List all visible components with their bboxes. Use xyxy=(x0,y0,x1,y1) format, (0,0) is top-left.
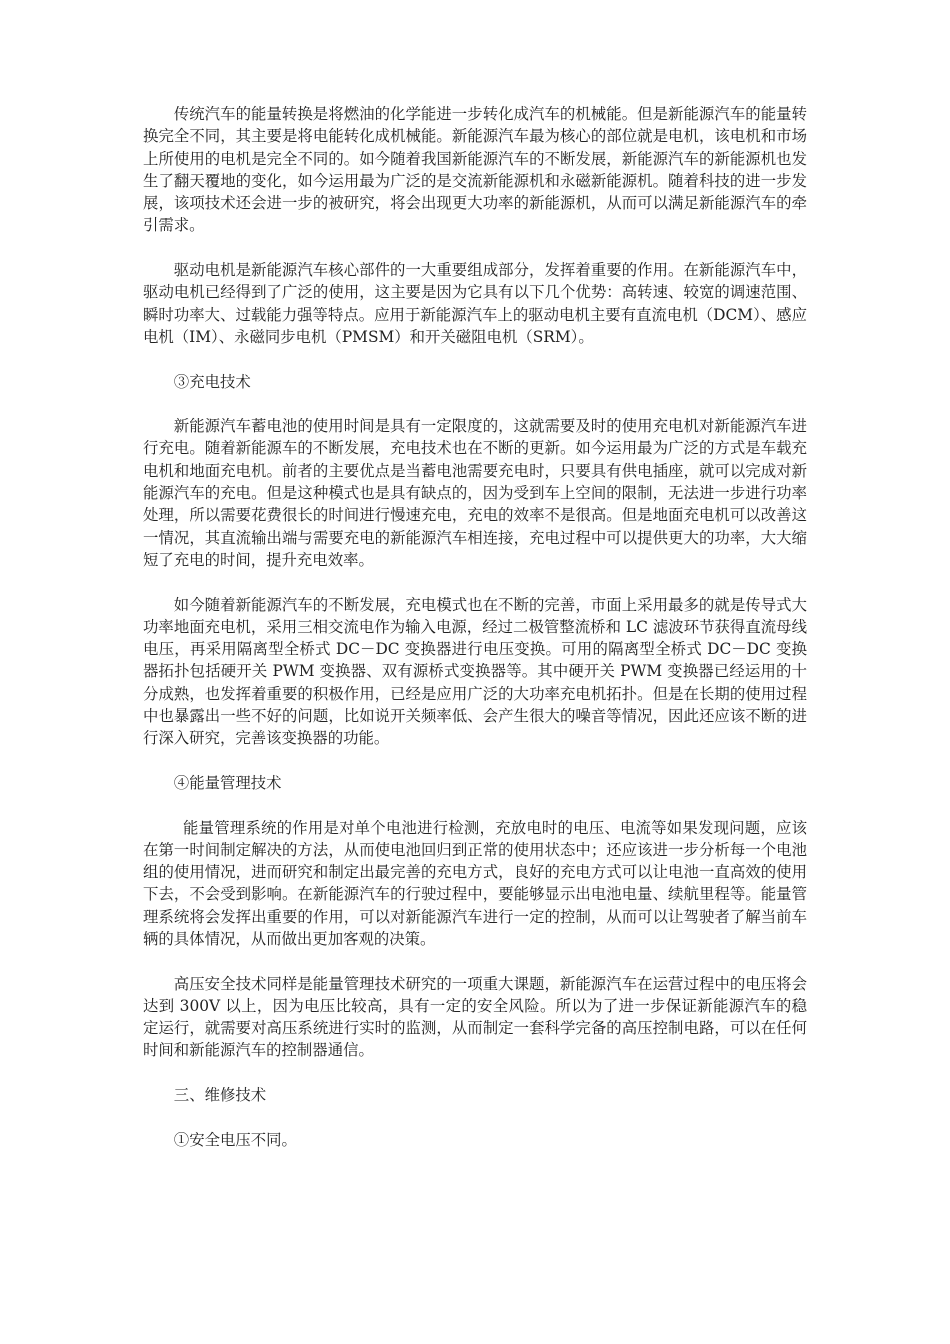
heading-charging-technology: ③充电技术 xyxy=(173,372,251,391)
paragraph-high-voltage-safety: 高压安全技术同样是能量管理技术研究的一项重大课题，新能源汽车在运营过程中的电压将会达到 300V 以上，因为电压比较高，具有一定的安全风险。所以为了进一步保证新能源汽车的稳定运行，就需要对高压系统进行实时的监测，从而制定一套科学完备的高压控制电路，可以在任何时间和新能源汽车的控制器通信。 xyxy=(143,974,807,1060)
paragraph-energy-conversion: 传统汽车的能量转换是将燃油的化学能进一步转化成汽车的机械能。但是新能源汽车的能量转换完全不同，其主要是将电能转化成机械能。新能源汽车最为核心的部位就是电机，该电机和市场上所使用的电机是完全不同的。如今随着我国新能源汽车的不断发展，新能源汽车的新能源机也发生了翻天覆地的变化，如今运用最为广泛的是交流新能源机和永磁新能源机。随着科技的进一步发展，该项技术还会进一步的被研究，将会出现更大功率的新能源机，从而可以满足新能源汽车的牵引需求。 xyxy=(143,105,807,235)
paragraph-charging-mode: 如今随着新能源汽车的不断发展，充电模式也在不断的完善，市面上采用最多的就是传导式大功率地面充电机，采用三相交流电作为输入电源，经过二极管整流桥和 LC 滤波环节获得直流母线电压，再采用隔离型全桥式 DC－DC 变换器进行电压变换。可用的隔离型全桥式 DC－DC 变换器拓扑包括硬开关 PWM 变换器、双有源桥式变换器等。其中硬开关 PWM 变换器已经运用的十分成熟，也发挥着重要的积极作用，已经是应用广泛的大功率充电机拓扑。但是在长期的使用过程中也暴露出一些不好的问题，比如说开关频率低、会产生很大的噪音等情况，因此还应该不断的进行深入研究，完善该变换器的功能。 xyxy=(143,595,807,748)
heading-maintenance-technology: 三、维修技术 xyxy=(173,1086,267,1105)
paragraph-charging-battery: 新能源汽车蓄电池的使用时间是具有一定限度的，这就需要及时的使用充电机对新能源汽车进行充电。随着新能源车的不断发展，充电技术也在不断的更新。如今运用最为广泛的方式是车载充电机和地面充电机。前者的主要优点是当蓄电池需要充电时，只要具有供电插座，就可以完成对新能源汽车的充电。但是这种模式也是具有缺点的，因为受到车上空间的限制，无法进一步进行功率处理，所以需要花费很长的时间进行慢速充电，充电的效率不是很高。但是地面充电机可以改善这一情况，其直流输出端与需要充电的新能源汽车相连接，充电过程中可以提供更大的功率，大大缩短了充电的时间，提升充电效率。 xyxy=(143,417,807,569)
heading-safety-voltage: ①安全电压不同。 xyxy=(173,1130,297,1149)
document-body xyxy=(143,103,807,1173)
heading-energy-management: ④能量管理技术 xyxy=(173,773,282,792)
paragraph-drive-motor: 驱动电机是新能源汽车核心部件的一大重要组成部分，发挥着重要的作用。在新能源汽车中，驱动电机已经得到了广泛的使用，这主要是因为它具有以下几个优势：高转速、较宽的调速范围、瞬时功率大、过载能力强等特点。应用于新能源汽车上的驱动电机主要有直流电机（DCM）、感应电机（IM）、永磁同步电机（PMSM）和开关磁阻电机（SRM）。 xyxy=(143,261,807,346)
paragraph-energy-management-system: 能量管理系统的作用是对单个电池进行检测，充放电时的电压、电流等如果发现问题，应该在第一时间制定解决的方法，从而使电池回归到正常的使用状态中；还应该进一步分析每一个电池组的使用情况，进而研究和制定出最完善的充电方式，良好的充电方式可以让电池一直高效的使用下去，不会受到影响。在新能源汽车的行驶过程中，要能够显示出电池电量、续航里程等。能量管理系统将会发挥出重要的作用，可以对新能源汽车进行一定的控制，从而可以让驾驶者了解当前车辆的具体情况，从而做出更加客观的决策。 xyxy=(143,818,807,948)
